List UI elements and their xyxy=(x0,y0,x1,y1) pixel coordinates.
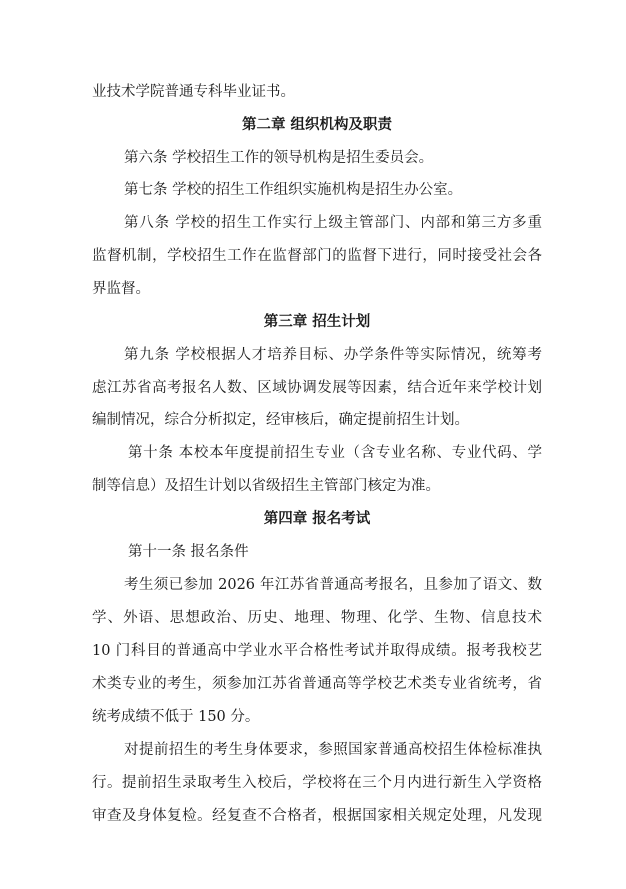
paragraph-line: 制等信息）及招生计划以省级招生主管部门核定为准。 xyxy=(92,478,440,494)
paragraph-line: 审查及身体复检。经复查不合格者，根据国家相关规定处理，凡发现 xyxy=(92,808,542,824)
article-8-line: 第八条 学校的招生工作实行上级主管部门、内部和第三方多重 xyxy=(124,215,542,231)
paragraph-line: 术类专业的考生，须参加江苏省普通高等学校艺术类专业省统考，省 xyxy=(92,676,542,692)
paragraph-line: 界监督。 xyxy=(92,281,150,297)
paragraph-line: 编制情况，综合分析拟定，经审核后，确定提前招生计划。 xyxy=(92,412,469,428)
paragraph-line: 监督机制，学校招生工作在监督部门的监督下进行，同时接受社会各 xyxy=(92,248,542,264)
paragraph-line: 虑江苏省高考报名人数、区域协调发展等因素，结合近年来学校计划 xyxy=(92,380,542,396)
chapter-heading: 第二章 组织机构及职责 xyxy=(241,116,393,133)
paragraph-line: 业技术学院普通专科毕业证书。 xyxy=(92,84,295,100)
paragraph-line: 考生须已参加 2026 年江苏省普通高考报名，且参加了语文、数 xyxy=(124,577,542,593)
paragraph-line: 10 门科目的普通高中学业水平合格性考试并取得成绩。报考我校艺 xyxy=(92,643,542,659)
article-6-line: 第六条 学校招生工作的领导机构是招生委员会。 xyxy=(124,150,434,166)
article-10-line: 第十条 本校本年度提前招生专业（含专业名称、专业代码、学 xyxy=(128,445,542,461)
paragraph-line: 学、外语、思想政治、历史、地理、物理、化学、生物、信息技术 xyxy=(92,610,542,626)
paragraph-line: 行。提前招生录取考生入校后，学校将在三个月内进行新生入学资格 xyxy=(92,775,542,791)
article-7-line: 第七条 学校的招生工作组织实施机构是招生办公室。 xyxy=(124,182,463,198)
paragraph-line: 对提前招生的考生身体要求，参照国家普通高校招生体检标准执 xyxy=(124,742,542,758)
chapter-heading: 第三章 招生计划 xyxy=(263,313,371,330)
paragraph-line: 统考成绩不低于 150 分。 xyxy=(92,709,260,725)
article-11-line: 第十一条 报名条件 xyxy=(128,544,249,560)
chapter-heading: 第四章 报名考试 xyxy=(263,510,371,527)
article-9-line: 第九条 学校根据人才培养目标、办学条件等实际情况，统筹考 xyxy=(124,347,542,363)
